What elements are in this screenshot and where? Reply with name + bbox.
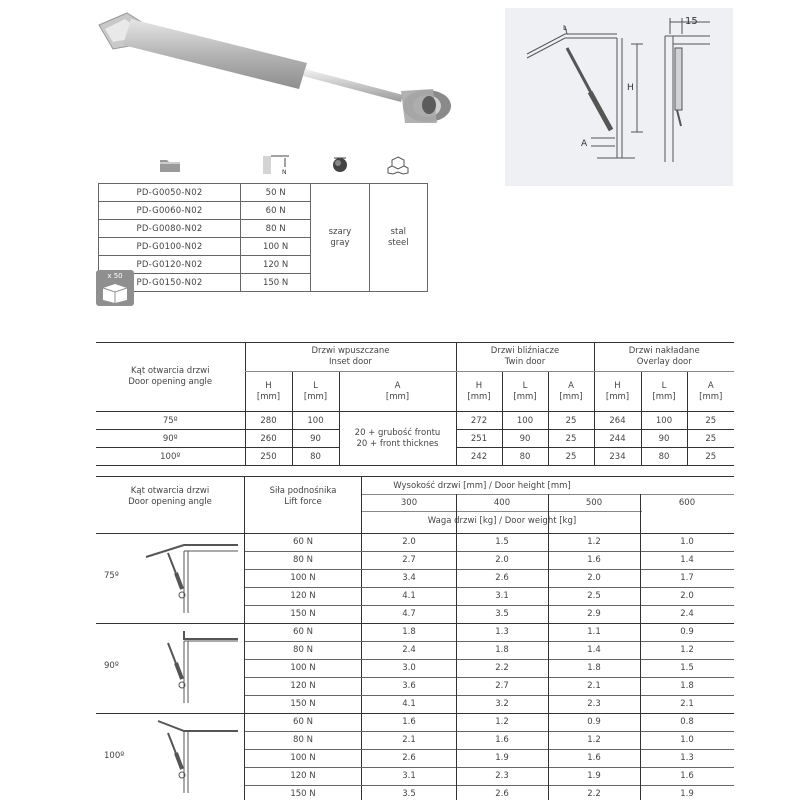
product-force: 60 N [241, 202, 311, 220]
weight-cell: 2.4 [680, 609, 694, 619]
col-a: A [mm] [687, 372, 734, 412]
color-icon-cell [311, 150, 369, 184]
product-code: PD-G0150-N02 [99, 274, 241, 292]
force-header-pl: Siła podnośnika [269, 486, 337, 496]
value-cell: 100 [292, 412, 339, 430]
door-angle-diagram [138, 719, 248, 799]
length-icon-cell [241, 150, 311, 184]
weight-cell: 0.9 [680, 627, 694, 637]
product-code: PD-G0120-N02 [99, 256, 241, 274]
weight-cell: 1.6 [587, 753, 601, 763]
value-cell: 251 [456, 430, 502, 448]
weight-cell: 4.1 [402, 591, 416, 601]
force-cell: 60 N [293, 537, 313, 547]
col-l: L [mm] [292, 372, 339, 412]
weight-cell: 2.9 [587, 609, 601, 619]
length-icon [261, 154, 291, 176]
overlay-door-header [594, 343, 734, 372]
twin-door-pl: Drzwi bliźniacze [490, 346, 560, 357]
angle-header [96, 486, 244, 508]
force-cell: 100 N [290, 573, 316, 583]
product-code: PD-G0080-N02 [99, 220, 241, 238]
product-force: 120 N [241, 256, 311, 274]
weight-cell: 1.5 [495, 537, 509, 547]
overlay-door-pl: Drzwi nakładane [628, 346, 700, 357]
value-cell: 242 [456, 448, 502, 466]
angle-header-en: Door opening angle [128, 497, 212, 507]
weight-cell: 1.8 [587, 663, 601, 673]
value-cell: 25 [687, 430, 734, 448]
force-cell: 60 N [293, 627, 313, 637]
force-cell: 150 N [290, 699, 316, 709]
product-code: PD-G0100-N02 [99, 238, 241, 256]
weight-cell: 3.4 [402, 573, 416, 583]
weight-cell: 1.4 [587, 645, 601, 655]
weight-cell: 2.0 [495, 555, 509, 565]
mounting-drawing [505, 8, 733, 186]
inset-a-pl: 20 + grubość frontu [354, 427, 441, 438]
force-header-en: Lift force [284, 497, 322, 507]
weight-cell: 1.9 [680, 789, 694, 799]
dim-15-label: 15 [685, 16, 698, 27]
weight-cell: 1.6 [495, 735, 509, 745]
door-angle-diagram [138, 629, 248, 709]
weight-cell: 1.2 [587, 537, 601, 547]
weight-cell: 2.6 [495, 789, 509, 799]
weight-cell: 1.1 [587, 627, 601, 637]
weight-cell: 4.1 [402, 699, 416, 709]
force-cell: 120 N [290, 771, 316, 781]
weight-cell: 2.2 [495, 663, 509, 673]
weight-cell: 1.9 [587, 771, 601, 781]
weight-cell: 1.8 [402, 627, 416, 637]
dim-h-label: H [627, 83, 634, 93]
col-h: H [mm] [456, 372, 502, 412]
force-cell: 60 N [293, 717, 313, 727]
weight-cell: 2.3 [495, 771, 509, 781]
value-cell: 234 [594, 448, 641, 466]
angle-header-pl: Kąt otwarcia drzwi [131, 366, 210, 376]
weight-cell: 1.8 [495, 645, 509, 655]
weight-cell: 1.2 [680, 645, 694, 655]
weight-cell: 2.0 [680, 591, 694, 601]
package-icon [96, 270, 134, 306]
col-a: A [mm] [548, 372, 594, 412]
value-cell: 260 [245, 430, 292, 448]
dim-a-label: A [581, 139, 588, 149]
twin-door-en: Twin door [504, 357, 546, 368]
weight-cell: 2.1 [402, 735, 416, 745]
weight-cell: 4.7 [402, 609, 416, 619]
height-value: 500 [585, 498, 603, 508]
weight-cell: 3.0 [402, 663, 416, 673]
value-cell: 280 [245, 412, 292, 430]
value-cell: 25 [687, 448, 734, 466]
value-cell: 250 [245, 448, 292, 466]
inset-a-cell [339, 412, 456, 466]
angle-header-en: Door opening angle [128, 377, 213, 387]
product-code: PD-G0050-N02 [99, 184, 241, 202]
col-h: H [mm] [594, 372, 641, 412]
door-angle-diagram [138, 539, 248, 619]
force-cell: 80 N [293, 645, 313, 655]
weight-cell: 1.7 [680, 573, 694, 583]
force-cell: 120 N [290, 681, 316, 691]
product-row [99, 184, 428, 202]
weight-cell: 1.9 [495, 753, 509, 763]
weight-cell: 2.7 [402, 555, 416, 565]
weight-cell: 1.3 [495, 627, 509, 637]
weight-cell: 3.1 [402, 771, 416, 781]
col-l: L [mm] [502, 372, 548, 412]
weight-cell: 3.5 [495, 609, 509, 619]
material-cell [369, 184, 427, 292]
inset-door-header [245, 343, 456, 372]
weight-cell: 2.2 [587, 789, 601, 799]
weight-header: Waga drzwi [kg] / Door weight [kg] [427, 516, 577, 526]
twin-door-header [456, 343, 594, 372]
material-icon [386, 155, 410, 175]
product-code: PD-G0060-N02 [99, 202, 241, 220]
angle-header [96, 343, 245, 412]
weight-cell: 1.2 [587, 735, 601, 745]
force-cell: 100 N [290, 753, 316, 763]
weight-cell: 2.0 [402, 537, 416, 547]
value-cell: 80 [502, 448, 548, 466]
weight-cell: 1.8 [680, 681, 694, 691]
value-cell: 90 [641, 430, 687, 448]
value-cell: 80 [292, 448, 339, 466]
weight-cell: 1.6 [402, 717, 416, 727]
table-row [96, 412, 734, 430]
folder-icon [159, 157, 181, 173]
force-cell: 80 N [293, 555, 313, 565]
weight-cell: 3.6 [402, 681, 416, 691]
weight-cell: 1.4 [680, 555, 694, 565]
weight-cell: 0.9 [587, 717, 601, 727]
opening-dimensions-table [96, 342, 734, 466]
weight-cell: 1.6 [680, 771, 694, 781]
angle-cell: 90º [96, 430, 245, 448]
material-pl: stal [390, 226, 406, 237]
weight-table [96, 476, 734, 800]
value-cell: 90 [502, 430, 548, 448]
inset-a-en: 20 + front thicknes [356, 438, 439, 449]
value-cell: 25 [687, 412, 734, 430]
weight-cell: 0.8 [680, 717, 694, 727]
folder-icon-cell [99, 150, 241, 184]
weight-cell: 2.7 [495, 681, 509, 691]
value-cell: 25 [548, 430, 594, 448]
value-cell: 244 [594, 430, 641, 448]
weight-cell: 1.3 [680, 753, 694, 763]
angle-cell: 100º [96, 448, 245, 466]
material-icon-cell [369, 150, 427, 184]
product-icon-row [99, 150, 428, 184]
svg-text:N: N [281, 169, 287, 176]
height-value: 400 [493, 498, 511, 508]
col-h: H [mm] [245, 372, 292, 412]
col-l: L [mm] [641, 372, 687, 412]
weight-cell: 2.3 [587, 699, 601, 709]
angle-label: 90º [104, 661, 119, 671]
product-force: 100 N [241, 238, 311, 256]
height-value: 300 [400, 498, 418, 508]
inset-door-pl: Drzwi wpuszczane [311, 346, 390, 357]
product-force: 50 N [241, 184, 311, 202]
col-a: A [mm] [339, 372, 456, 412]
force-cell: 120 N [290, 591, 316, 601]
weight-cell: 2.4 [402, 645, 416, 655]
color-cell [311, 184, 369, 292]
value-cell: 100 [641, 412, 687, 430]
weight-cell: 2.0 [587, 573, 601, 583]
dim-l-label: L [563, 24, 567, 32]
angle-cell: 75º [96, 412, 245, 430]
weight-cell: 2.5 [587, 591, 601, 601]
angle-header-pl: Kąt otwarcia drzwi [130, 486, 210, 496]
color-en: gray [330, 237, 350, 248]
value-cell: 25 [548, 412, 594, 430]
value-cell: 272 [456, 412, 502, 430]
product-table [98, 150, 428, 292]
weight-cell: 1.6 [587, 555, 601, 565]
value-cell: 80 [641, 448, 687, 466]
height-value: 600 [678, 498, 696, 508]
product-force: 150 N [241, 274, 311, 292]
weight-cell: 1.2 [495, 717, 509, 727]
value-cell: 25 [548, 448, 594, 466]
weight-cell: 3.2 [495, 699, 509, 709]
box-icon [96, 280, 134, 304]
angle-label: 75º [104, 571, 119, 581]
height-header: Wysokość drzwi [mm] / Door height [mm] [393, 481, 571, 491]
color-pl: szary [328, 226, 352, 237]
force-cell: 150 N [290, 789, 316, 799]
weight-cell: 2.1 [680, 699, 694, 709]
material-en: steel [388, 237, 409, 248]
weight-cell: 1.0 [680, 537, 694, 547]
value-cell: 100 [502, 412, 548, 430]
package-quantity: x 50 [107, 272, 123, 280]
overlay-door-en: Overlay door [636, 357, 692, 368]
inset-door-en: Inset door [329, 357, 372, 368]
gas-strut-photo [85, 5, 465, 130]
weight-cell: 1.5 [680, 663, 694, 673]
force-cell: 100 N [290, 663, 316, 673]
weight-cell: 2.1 [587, 681, 601, 691]
product-force: 80 N [241, 220, 311, 238]
weight-cell: 3.1 [495, 591, 509, 601]
weight-cell: 1.0 [680, 735, 694, 745]
value-cell: 264 [594, 412, 641, 430]
force-header [245, 486, 361, 508]
weight-cell: 2.6 [495, 573, 509, 583]
angle-label: 100º [104, 751, 125, 761]
color-icon [330, 155, 350, 175]
force-cell: 150 N [290, 609, 316, 619]
force-cell: 80 N [293, 735, 313, 745]
value-cell: 90 [292, 430, 339, 448]
weight-cell: 2.6 [402, 753, 416, 763]
weight-cell: 3.5 [402, 789, 416, 799]
